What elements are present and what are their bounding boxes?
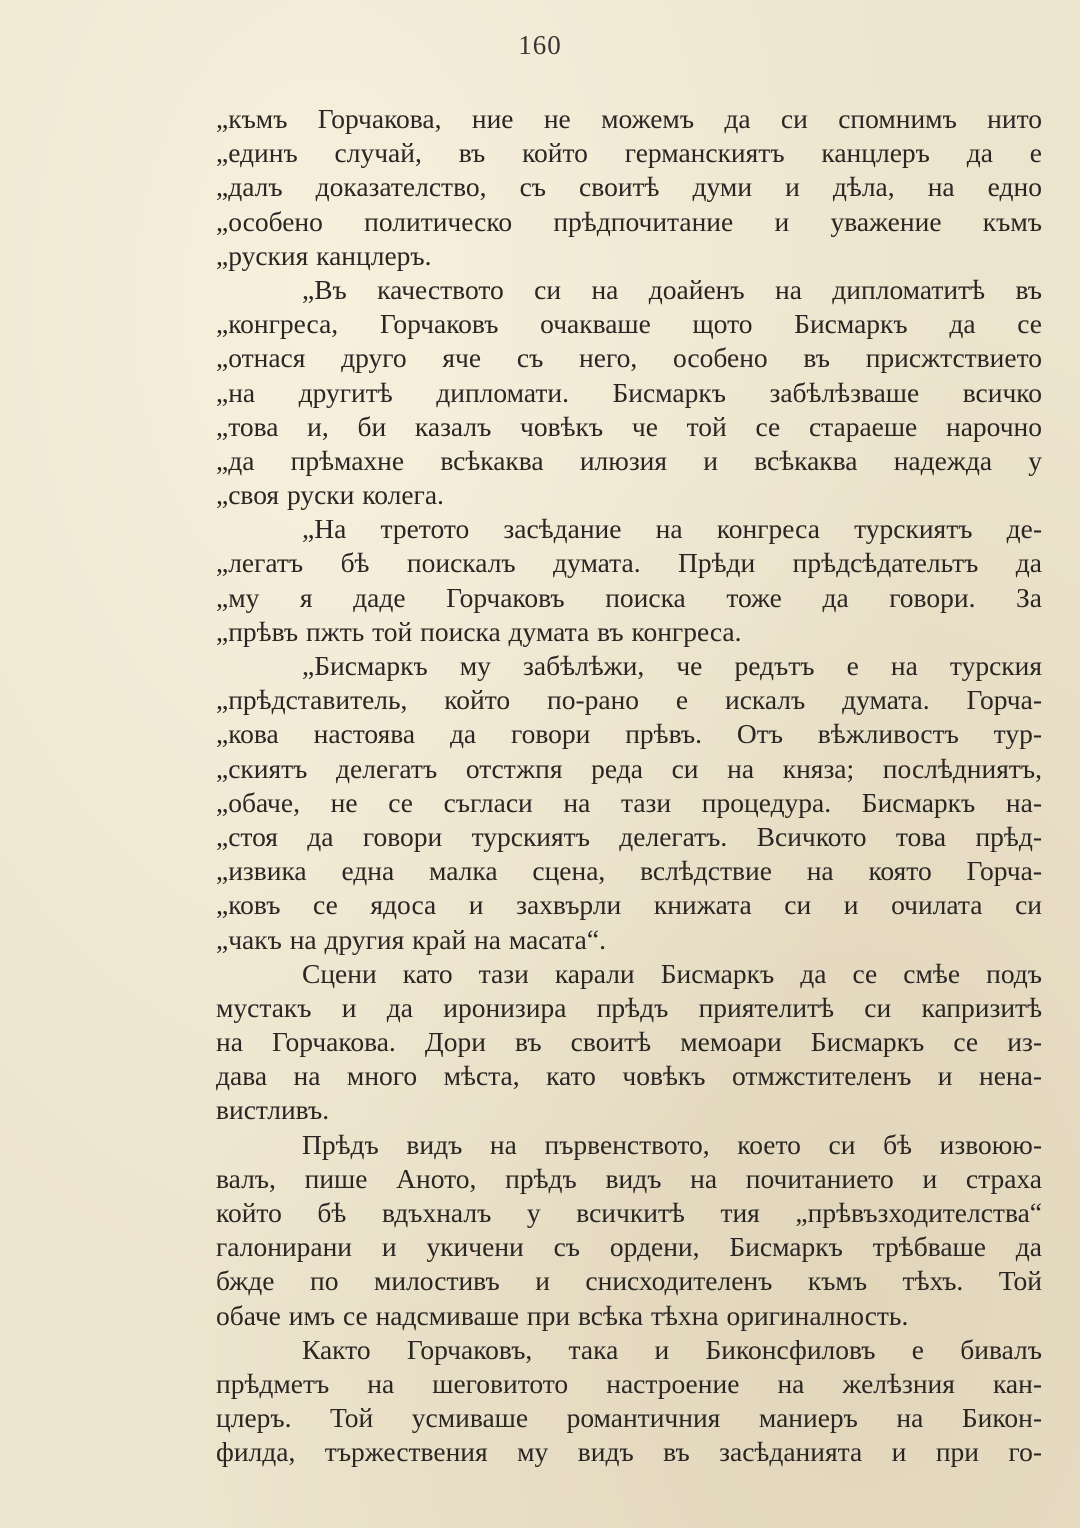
text-line: вистливъ. [216, 1094, 330, 1126]
text-line: Както Горчаковъ, така и Биконсфиловъ е бивалъ [302, 1333, 1042, 1365]
text-line: „скиятъ делегатъ отстжпя реда си на княза; послѣдниятъ, [216, 752, 1042, 784]
text-line: „прѣдставитель, който по-рано е искалъ думата. Горча- [216, 684, 1042, 716]
text-line: цлеръ. Той усмиваше романтичния маниеръ на Бикон- [216, 1402, 1042, 1434]
text-line: „особено политическо прѣдпочитание и уважение къмъ [216, 205, 1042, 237]
text-line: дава на много мѣста, като човѣкъ отмжстителенъ и нена- [216, 1060, 1042, 1092]
text-line: „това и, би казалъ човѣкъ че той се стараеше нарочно [216, 410, 1042, 442]
text-line: „На третото засѣдание на конгреса турскиятъ де- [302, 513, 1042, 545]
text-line: „чакъ на другия край на масата“. [216, 923, 606, 955]
text-line: филда, тържествения му видъ въ засѣданията и при го- [216, 1436, 1042, 1468]
text-line: „му я даде Горчаковъ поиска тоже да говори. За [216, 581, 1042, 613]
text-line: мустакъ и да иронизира прѣдъ приятелитѣ си капризитѣ [216, 991, 1042, 1023]
text-line: галонирани и укичени съ ордени, Бисмаркъ трѣбваше да [216, 1231, 1042, 1263]
text-line: „на другитѣ дипломати. Бисмаркъ забѣлѣзваше всичко [216, 376, 1042, 408]
text-line: на Горчакова. Дори въ своитѣ мемоари Бисмаркъ се из- [216, 1026, 1042, 1058]
text-line: „отнася друго яче съ него, особено въ присжтствието [216, 342, 1042, 374]
text-line: „прѣвъ пжть той поиска думата въ конгреса. [216, 615, 742, 647]
text-line: „обаче, не се съгласи на тази процедура. Бисмаркъ на- [216, 786, 1042, 818]
text-line: „далъ доказателство, съ своитѣ думи и дѣла, на едно [216, 171, 1042, 203]
text-line: „стоя да говори турскиятъ делегатъ. Всичкото това прѣд- [216, 820, 1042, 852]
text-line: „къмъ Горчакова, ние не можемъ да си спомнимъ нито [216, 103, 1042, 134]
text-line: „конгреса, Горчаковъ очакваше щото Бисмаркъ да се [216, 308, 1042, 340]
text-line: „Бисмаркъ му забѣлѣжи, че редътъ е на турския [302, 650, 1042, 681]
text-line: „извика една малка сцена, вслѣдствие на която Горча- [216, 855, 1042, 887]
text-line: „руския канцлеръ. [216, 239, 432, 271]
text-line: „своя руски колега. [216, 479, 444, 511]
body-text [216, 102, 1042, 1470]
text-line: „Въ качеството си на доайенъ на дипломатитѣ въ [302, 273, 1042, 305]
text-line: „единъ случай, въ който германскиятъ канцлеръ да е [216, 137, 1042, 169]
text-line: „да прѣмахне всѣкаква илюзия и всѣкаква надежда у [216, 444, 1042, 476]
text-line: валъ, пише Аното, прѣдъ видъ на почитанието и страха [216, 1162, 1042, 1194]
text-line: бжде по милостивъ и снисходителенъ къмъ тѣхъ. Той [216, 1265, 1042, 1297]
text-line: който бѣ вдъхналъ у всичкитѣ тия „прѣвъзходителства“ [216, 1197, 1042, 1228]
text-line: прѣдметъ на шеговитото настроение на желѣзния кан- [216, 1367, 1042, 1399]
text-line: Сцени като тази карали Бисмаркъ да се смѣе подъ [302, 957, 1042, 989]
text-line: обаче имъ се надсмиваше при всѣка тѣхна оригиналность. [216, 1299, 909, 1331]
text-line: „кова настоява да говори прѣвъ. Отъ вѣжливостъ тур- [216, 718, 1042, 750]
text-line: Прѣдъ видъ на първенството, което си бѣ извоюю- [302, 1128, 1042, 1160]
page-number: 160 [518, 30, 562, 60]
text-line: „ковъ се ядоса и захвърли книжата си и очилата си [216, 889, 1042, 921]
text-line: „легатъ бѣ поискалъ думата. Прѣди прѣдсѣдательтъ да [216, 547, 1042, 579]
